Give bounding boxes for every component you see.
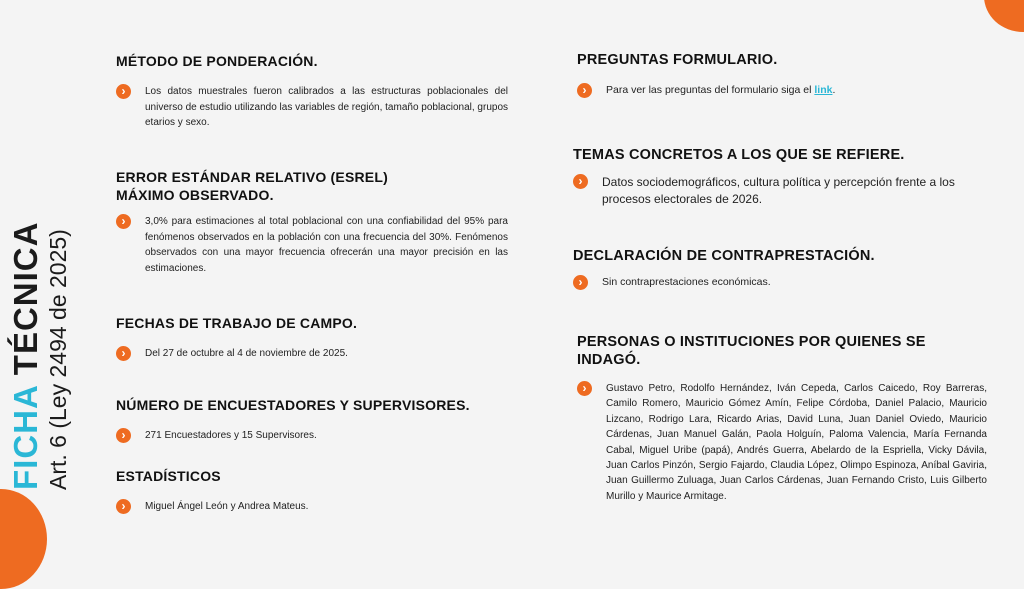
section-heading: ESTADÍSTICOS <box>116 468 221 484</box>
law-subtitle: Art. 6 (Ley 2494 de 2025) <box>45 229 71 490</box>
chevron-right-icon: › <box>577 83 592 98</box>
chevron-right-icon: › <box>116 214 131 229</box>
list-item <box>573 275 987 291</box>
ficha-tecnica-title <box>8 190 44 490</box>
side-title <box>8 190 80 490</box>
corner-decoration-bottom-left <box>0 489 47 589</box>
list-item <box>577 83 987 99</box>
section-preguntas <box>577 51 987 99</box>
section-error <box>116 168 508 276</box>
preguntas-text: Para ver las preguntas del formulario siga el <box>606 84 812 96</box>
section-heading: PERSONAS O INSTITUCIONES POR QUIENES SE INDAGÓ. <box>577 334 926 368</box>
list-item <box>116 499 508 515</box>
chevron-right-icon: › <box>116 346 131 361</box>
section-text: Sin contraprestaciones económicas. <box>602 276 771 288</box>
chevron-right-icon: › <box>116 499 131 514</box>
section-temas <box>573 146 987 208</box>
section-heading: MÉTODO DE PONDERACIÓN. <box>116 53 318 69</box>
section-declaracion <box>573 247 987 291</box>
section-heading: FECHAS DE TRABAJO DE CAMPO. <box>116 315 358 331</box>
form-link[interactable]: link <box>814 84 833 96</box>
section-personas <box>577 333 987 504</box>
section-text: 271 Encuestadores y 15 Supervisores. <box>145 430 317 441</box>
section-heading: PREGUNTAS FORMULARIO. <box>577 52 778 68</box>
section-estadisticos <box>116 467 508 515</box>
list-item <box>116 84 508 131</box>
section-metodo <box>116 52 508 131</box>
corner-decoration-top-right <box>984 0 1024 32</box>
title-word-tecnica: TÉCNICA <box>7 221 44 376</box>
section-heading: ERROR ESTÁNDAR RELATIVO (ESREL) MÁXIMO OBSERVADO. <box>116 169 388 203</box>
section-heading: DECLARACIÓN DE CONTRAPRESTACIÓN. <box>573 248 875 264</box>
section-text: Miguel Ángel León y Andrea Mateus. <box>145 501 309 512</box>
title-word-ficha: FICHA <box>7 385 44 490</box>
section-heading: TEMAS CONCRETOS A LOS QUE SE REFIERE. <box>573 147 905 163</box>
list-item <box>116 214 508 276</box>
section-text: Los datos muestrales fueron calibrados a las estructuras poblacionales del universo de estudio utilizando las variables de región, tamaño poblacional, grupos etarios y sexo. <box>145 86 509 128</box>
chevron-right-icon: › <box>573 174 588 189</box>
section-text: Datos sociodemográficos, cultura política y percepción frente a los procesos electorales de 2026. <box>602 175 955 206</box>
section-text: Gustavo Petro, Rodolfo Hernández, Iván Cepeda, Carlos Caicedo, Roy Barreras, Camilo Romero, Mauricio Gómez Amín, Felipe Córdoba, Daniel Palacio, Mauricio Lizcano, Rodrigo Lara, Ricardo Arias, David Luna, Juan Daniel Oviedo, Mauricio Cárdenas, Juan Manuel Galán, Paola Holguín, Paloma Valencia, María Fernanda Cabal, Miguel Uribe (papá), Andrés Guerra, Abelardo de la Espriella, Vicky Dávila, Juan Carlos Pinzón, Sergio Fajardo, Claudia López, Olimpo Espinoza, Aníbal Gaviria, Juan Guillermo Zuluaga, Juan Carlos Cárdenas, Juan Fernando Cristo, Luis Gilberto Murillo y Maurice Armitage. <box>606 383 987 502</box>
chevron-right-icon: › <box>116 84 131 99</box>
list-item <box>577 381 987 504</box>
chevron-right-icon: › <box>577 381 592 396</box>
section-text <box>606 83 835 99</box>
section-fechas <box>116 314 508 362</box>
list-item <box>116 428 508 444</box>
chevron-right-icon: › <box>573 275 588 290</box>
chevron-right-icon: › <box>116 428 131 443</box>
list-item <box>116 346 508 362</box>
period: . <box>832 84 836 96</box>
section-numero <box>116 396 508 444</box>
section-text: 3,0% para estimaciones al total poblacional con una confiabilidad del 95% para fenómenos observados en la población con una frecuencia del 30%. Fenómenos observados con una mayor frecuencia ofrecerán una mayor precisión en las estimaciones. <box>145 216 508 274</box>
list-item <box>573 174 987 208</box>
section-text: Del 27 de octubre al 4 de noviembre de 2025. <box>145 348 348 359</box>
section-heading: NÚMERO DE ENCUESTADORES Y SUPERVISORES. <box>116 397 470 413</box>
